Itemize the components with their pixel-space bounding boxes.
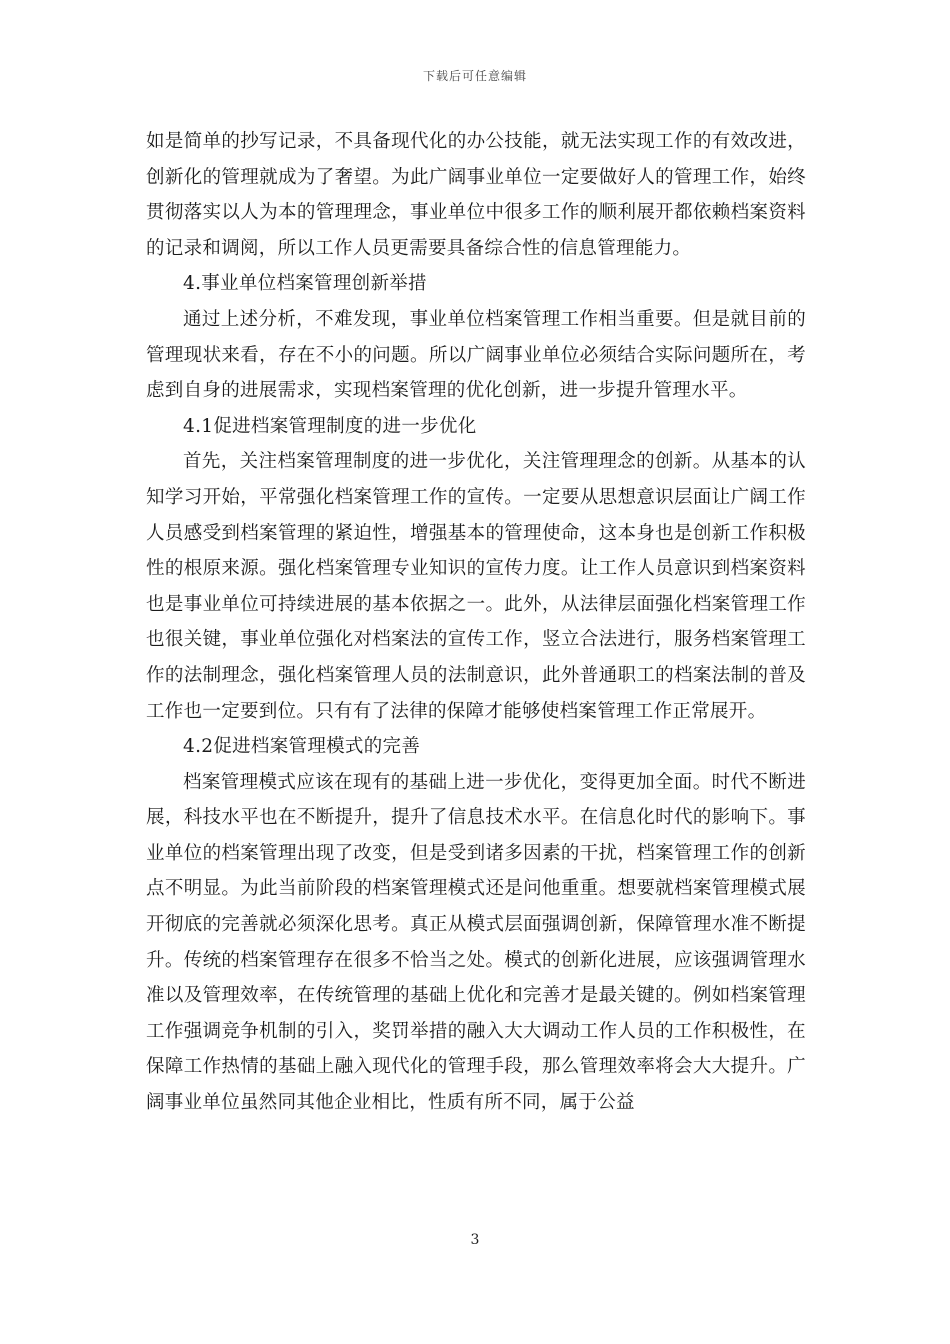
section-heading-4-1: 4.1促进档案管理制度的进一步优化 <box>183 415 477 437</box>
paragraph-continued: 如是简单的抄写记录，不具备现代化的办公技能，就无法实现工作的有效改进，创新化的管理就成为了奢望。为此广阔事业单位一定要做好人的管理工作，始终贯彻落实以人为本的管理理念，事业单位中很多工作的顺利展开都依赖档案资料的记录和调阅，所以工作人员更需要具备综合性的信息管理能力。 <box>146 131 806 259</box>
document-body <box>146 124 806 1121</box>
section-heading-4: 4.事业单位档案管理创新举措 <box>183 273 427 295</box>
page-number: 3 <box>470 1232 480 1248</box>
paragraph-mode-improvement: 档案管理模式应该在现有的基础上进一步优化，变得更加全面。时代不断进展，科技水平也在不断提升，提升了信息技术水平。在信息化时代的影响下。事业单位的档案管理出现了改变，但是受到诸多因素的干扰，档案管理工作的创新点不明显。为此当前阶段的档案管理模式还是问他重重。想要就档案管理模式展开彻底的完善就必须深化思考。真正从模式层面强调创新，保障管理水准不断提升。传统的档案管理存在很多不恰当之处。模式的创新化进展，应该强调管理水准以及管理效率，在传统管理的基础上优化和完善才是最关键的。例如档案管理工作强调竞争机制的引入，奖罚举措的融入大大调动工作人员的工作积极性，在保障工作热情的基础上融入现代化的管理手段，那么管理效率将会大大提升。广阔事业单位虽然同其他企业相比，性质有所不同，属于公益 <box>146 771 806 1114</box>
paragraph-intro-measures: 通过上述分析，不难发现，事业单位档案管理工作相当重要。但是就目前的管理现状来看，存在不小的问题。所以广阔事业单位必须结合实际问题所在，考虑到自身的进展需求，实现档案管理的优化创新，进一步提升管理水平。 <box>146 308 806 402</box>
paragraph-system-optimization: 首先，关注档案管理制度的进一步优化，关注管理理念的创新。从基本的认知学习开始，平常强化档案管理工作的宣传。一定要从思想意识层面让广阔工作人员感受到档案管理的紧迫性，增强基本的管理使命，这本身也是创新工作积极性的根原来源。强化档案管理专业知识的宣传力度。让工作人员意识到档案资料也是事业单位可持续进展的基本依据之一。此外，从法律层面强化档案管理工作也很关键，事业单位强化对档案法的宣传工作，竖立合法进行，服务档案管理工作的法制理念，强化档案管理人员的法制意识，此外普通职工的档案法制的普及工作也一定要到位。只有有了法律的保障才能够使档案管理工作正常展开。 <box>146 451 806 722</box>
section-heading-4-2: 4.2促进档案管理模式的完善 <box>183 736 421 758</box>
header-note: 下载后可任意编辑 <box>422 69 527 83</box>
